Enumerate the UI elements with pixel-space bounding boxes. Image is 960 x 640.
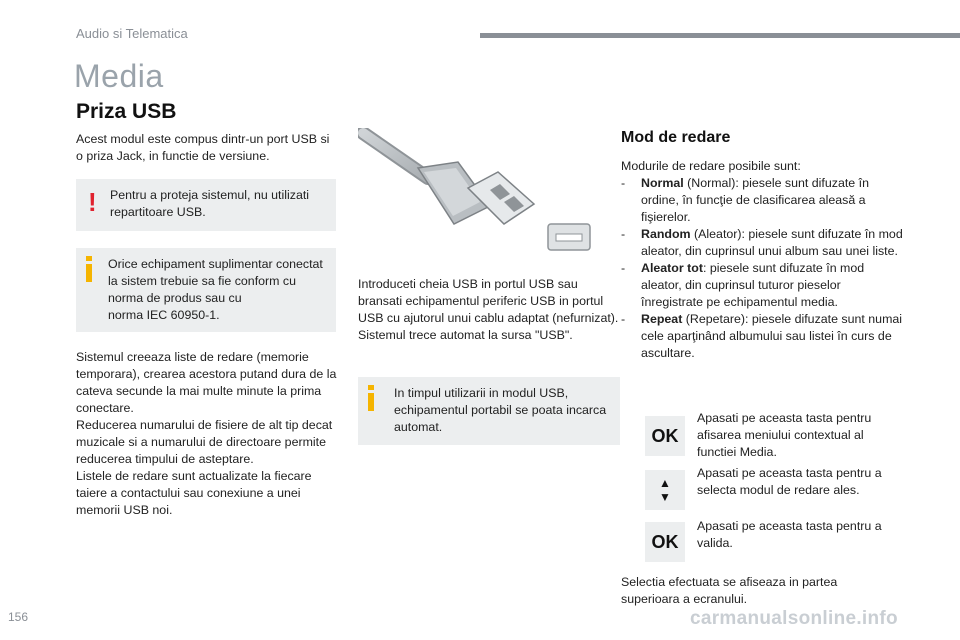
watermark: carmanualsonline.info: [690, 608, 898, 629]
mode-name: Random: [641, 227, 691, 241]
up-down-arrow-button[interactable]: [645, 470, 685, 510]
info-box-standard: [76, 248, 336, 332]
playback-section-title: Mod de redare: [621, 129, 731, 146]
mode-desc: (Repetare): piesele difuzate sunt numai cele aparţinând albumului sau listei în curs de ascultare.: [641, 312, 903, 360]
usb-body-2: Reducerea numarului de fisiere de alt tip decat muzicale si a numarului de directoare permite reducerea timpului de asteptare.: [76, 418, 333, 466]
info-line-1: Orice echipament suplimentar conectat la sistem trebuie sa fie conform cu norma de produs sau cu: [108, 257, 323, 305]
mode-desc: (Aleator): piesele sunt difuzate în mod aleator, din cuprinsul unui album sau unei liste.: [641, 227, 903, 258]
info-line-2: norma IEC 60950-1.: [108, 308, 220, 322]
arrow-text: Apasati pe aceasta tasta pentru a selecta modul de redare ales.: [697, 466, 882, 497]
playback-modes: [621, 158, 906, 362]
playback-footer: Selectia efectuata se afiseaza in partea superioara a ecranului.: [621, 575, 838, 606]
mode-repeat: - Repeat (Repetare): piesele difuzate sunt numai cele aparţinând albumului sau listei în curs de ascultare.: [621, 312, 903, 360]
mode-name: Repeat: [641, 312, 683, 326]
mode-desc: : piesele sunt difuzate în mod aleator, din cuprinsul tuturor pieselor înregistrate pe echipamentul media.: [641, 261, 865, 309]
warning-icon: !: [88, 187, 97, 217]
info-icon: [368, 385, 374, 411]
mode-random: - Random (Aleator): piesele sunt difuzate în mod aleator, din cuprinsul unui album sau unei liste.: [621, 227, 903, 258]
arrow-up-icon: ▲: [659, 476, 671, 490]
info-box-usage: [358, 377, 620, 445]
warning-text: Pentru a proteja sistemul, nu utilizati repartitoare USB.: [110, 188, 310, 219]
mode-name: Normal: [641, 176, 684, 190]
playback-intro: Modurile de redare posibile sunt:: [621, 159, 801, 173]
usb-plug-illustration: [358, 128, 608, 258]
warning-box: [76, 179, 336, 231]
ok-button-validate[interactable]: OK: [645, 522, 685, 562]
mode-desc: (Normal): piesele sunt difuzate în ordine, în funcţie de clasificarea aleasă a fişierelor.: [641, 176, 869, 224]
usb-body-3: Listele de redare sunt actualizate la fiecare taiere a contactului sau conexiune a unei memorii USB noi.: [76, 469, 312, 517]
info-icon: [86, 256, 92, 282]
usage-info-text: In timpul utilizarii in modul USB, echipamentul portabil se poata incarca automat.: [394, 386, 607, 434]
usb-section-title: Priza USB: [76, 100, 177, 123]
usb-body: [76, 349, 338, 519]
info-text: [108, 256, 330, 324]
usb-body-1: Sistemul creeaza liste de redare (memorie temporara), crearea acestora putand dura de la cateva secunde la mai multe minute la prima conectare.: [76, 350, 337, 415]
usb-connect-text: Introduceti cheia USB in portul USB sau bransati echipamentul periferic USB in portul USB cu ajutorul unui cablu adaptat (nefurnizat). Sistemul trece automat la sursa "USB".: [358, 277, 619, 342]
mode-random-all: - Aleator tot: piesele sunt difuzate în mod aleator, din cuprinsul tuturor pieselor înregistrate pe echipamentul media.: [621, 261, 865, 309]
ok-menu-text: Apasati pe aceasta tasta pentru afisarea meniului contextual al functiei Media.: [697, 411, 872, 459]
mode-normal: - Normal (Normal): piesele sunt difuzate în ordine, în funcţie de clasificarea aleasă a fişierelor.: [621, 176, 869, 224]
mode-name: Aleator tot: [641, 261, 703, 275]
page-number: 156: [8, 610, 29, 624]
header-bar: [480, 33, 960, 38]
section-header: Audio si Telematica: [76, 26, 188, 41]
page-title: Media: [74, 58, 164, 94]
usb-intro: Acest modul este compus dintr-un port USB si o priza Jack, in functie de versiune.: [76, 132, 330, 163]
arrow-down-icon: ▼: [659, 490, 671, 504]
ok-validate-text: Apasati pe aceasta tasta pentru a valida.: [697, 519, 882, 550]
ok-button-menu[interactable]: OK: [645, 416, 685, 456]
